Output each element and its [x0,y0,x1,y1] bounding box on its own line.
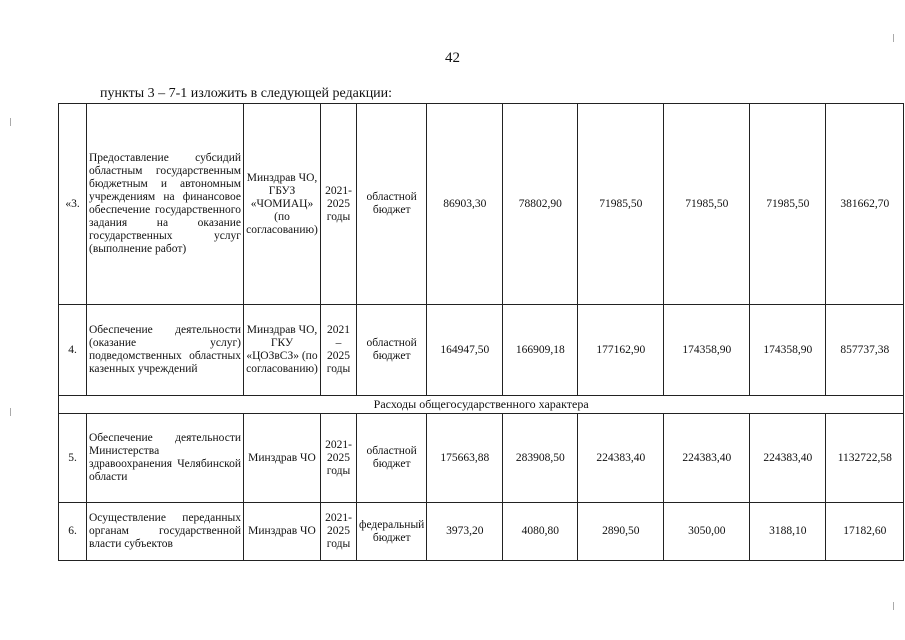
value-cell: 174358,90 [750,305,826,396]
funding-source: областной бюджет [357,305,427,396]
table-row [59,104,904,305]
executor: Минздрав ЧО, ГБУЗ «ЧОМИАЦ» (по согласованию) [244,104,321,305]
value-cell: 71985,50 [664,104,750,305]
value-cell: 71985,50 [750,104,826,305]
years: 2021-2025 годы [321,414,357,503]
row-number: «3. [59,104,87,305]
section-title: Расходы общегосударственного характера [59,396,904,414]
row-number: 5. [59,414,87,503]
intro-text: пункты 3 – 7-1 изложить в следующей редакции: [100,86,393,101]
table-row [59,503,904,561]
value-cell: 175663,88 [427,414,503,503]
funding-source: федеральный бюджет [357,503,427,561]
value-cell: 174358,90 [664,305,750,396]
section-row [59,396,904,414]
value-cell: 177162,90 [578,305,664,396]
scan-mark [10,118,11,126]
value-cell: 224383,40 [750,414,826,503]
table-row [59,414,904,503]
executor: Минздрав ЧО [244,414,321,503]
years: 2021 – 2025 годы [321,305,357,396]
funding-source: областной бюджет [357,104,427,305]
budget-table [58,103,904,561]
total-cell: 1132722,58 [826,414,904,503]
value-cell: 78802,90 [503,104,578,305]
value-cell: 71985,50 [578,104,664,305]
executor: Минздрав ЧО, ГКУ «ЦОЗвСЗ» (по согласованию) [244,305,321,396]
total-cell: 857737,38 [826,305,904,396]
scan-mark [893,34,894,42]
scan-mark [10,408,11,416]
value-cell: 3973,20 [427,503,503,561]
row-number: 6. [59,503,87,561]
activity-name: Осуществление переданных органам государственной власти субъектов [87,503,244,561]
funding-source: областной бюджет [357,414,427,503]
value-cell: 3050,00 [664,503,750,561]
years: 2021-2025 годы [321,503,357,561]
value-cell: 164947,50 [427,305,503,396]
total-cell: 381662,70 [826,104,904,305]
activity-name: Предоставление субсидий областным государственным бюджетным и автономным учреждениям на финансовое обеспечение государственного задания на оказание государственных услуг (выполнение работ) [87,104,244,305]
row-number: 4. [59,305,87,396]
value-cell: 166909,18 [503,305,578,396]
value-cell: 86903,30 [427,104,503,305]
executor: Минздрав ЧО [244,503,321,561]
years: 2021-2025 годы [321,104,357,305]
value-cell: 224383,40 [664,414,750,503]
value-cell: 4080,80 [503,503,578,561]
activity-name: Обеспечение деятельности (оказание услуг) подведомственных областных казенных учреждений [87,305,244,396]
value-cell: 224383,40 [578,414,664,503]
table-row [59,305,904,396]
total-cell: 17182,60 [826,503,904,561]
page-number: 42 [445,50,460,66]
value-cell: 3188,10 [750,503,826,561]
scan-mark [893,602,894,610]
value-cell: 2890,50 [578,503,664,561]
activity-name: Обеспечение деятельности Министерства здравоохранения Челябинской области [87,414,244,503]
value-cell: 283908,50 [503,414,578,503]
